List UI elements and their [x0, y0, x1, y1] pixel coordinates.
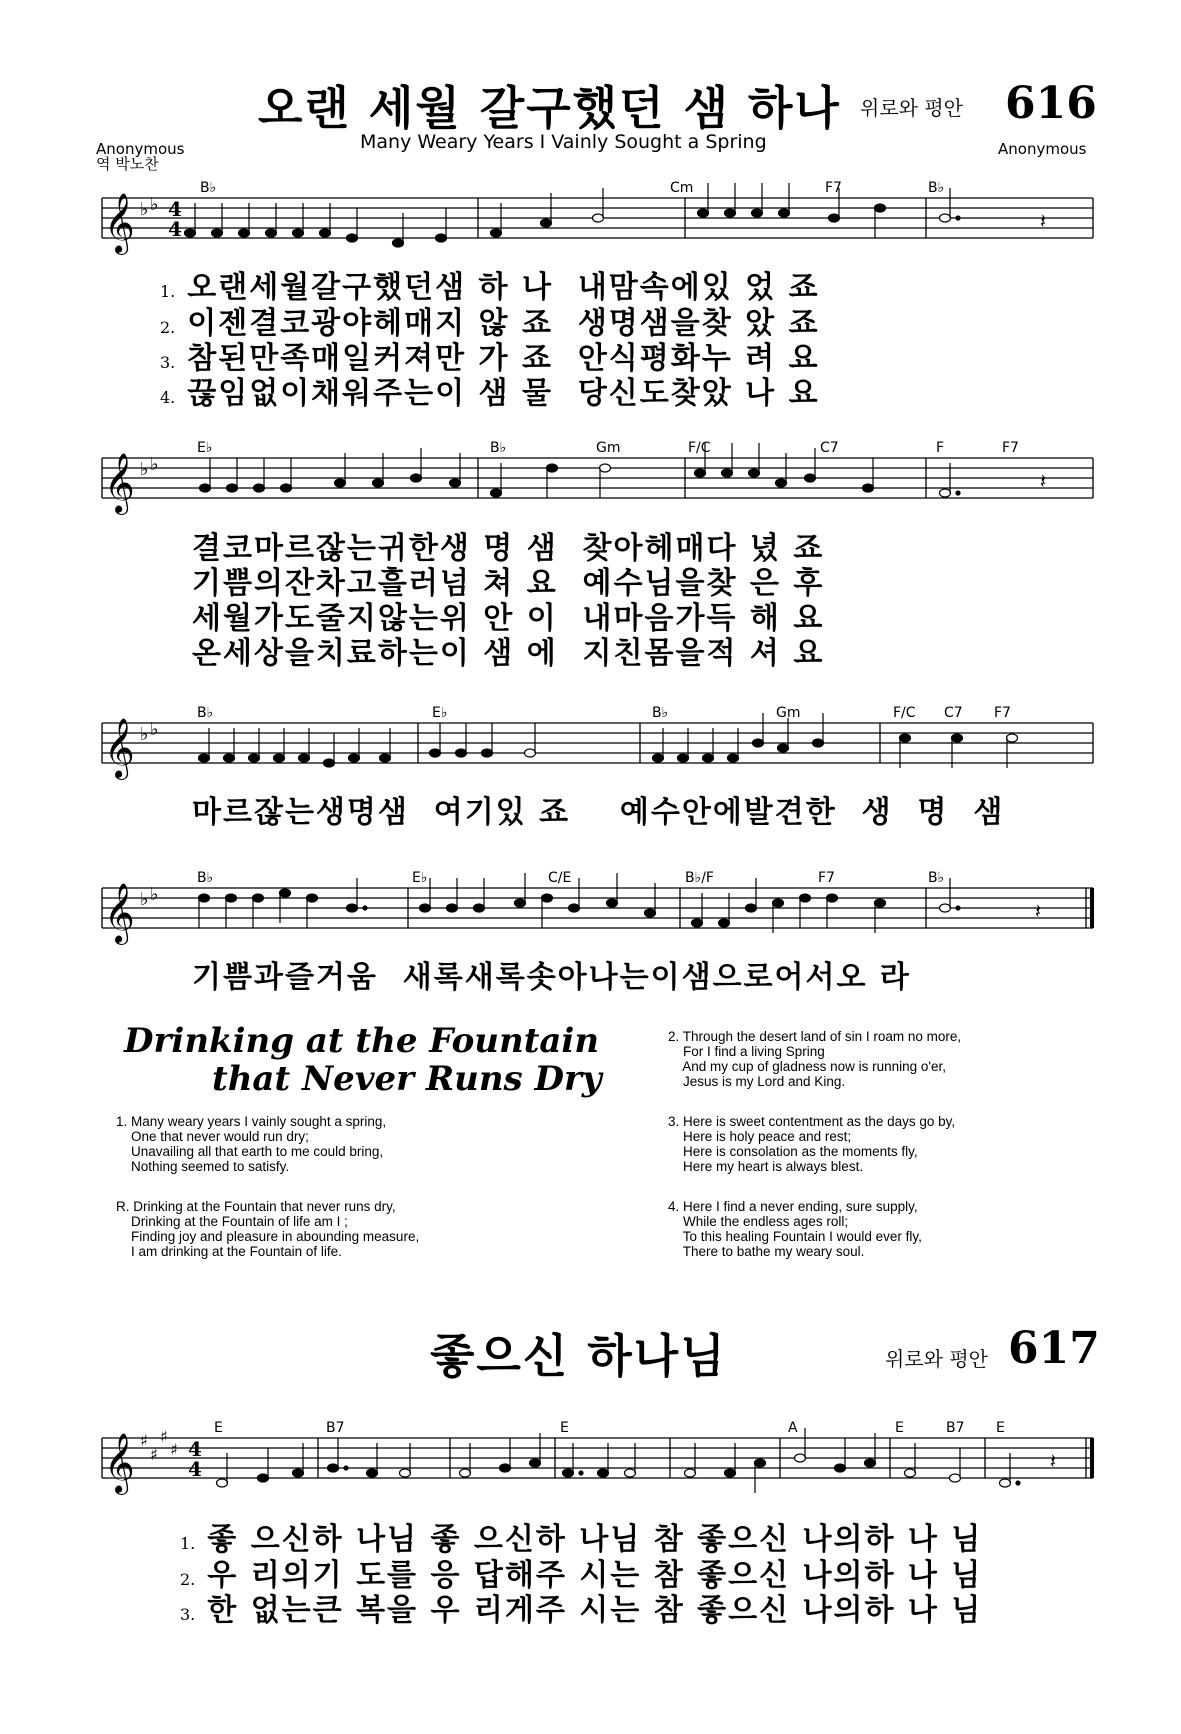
svg-text:♯: ♯ [170, 1440, 178, 1459]
note [746, 878, 757, 912]
note [800, 894, 811, 928]
english-verse-2: 2. Through the desert land of sin I roam no more, For I find a living Spring And my cup of gladness now is running o'er, Jesus is my Lord and King. [668, 1029, 962, 1089]
lyric-line: 세월가도줄지않는위 안 이 내마음가득 해 요 [192, 601, 825, 636]
chord-symbol: B♭ [197, 870, 214, 886]
chord-symbol: B♭ [652, 705, 669, 721]
lyricist-credit: Anonymous [96, 140, 185, 158]
hymn-616-number: 616 [1005, 78, 1097, 129]
note [593, 188, 604, 222]
svg-text:𝄞: 𝄞 [104, 453, 135, 513]
hymn-617-title: 좋으신 하나님 [430, 1329, 727, 1383]
note [698, 183, 709, 217]
note [875, 204, 886, 238]
chord-symbol: E [895, 1420, 904, 1436]
svg-text:𝄽: 𝄽 [1035, 899, 1042, 923]
chord-symbol: B♭ [928, 180, 945, 196]
note [456, 723, 467, 757]
chord-symbol: F/C [893, 705, 916, 721]
chord-symbol: Gm [596, 440, 621, 456]
note [411, 448, 422, 482]
lyric-line: 1. 좋 으신하 나님 좋 으신하 나님 참 좋으신 나의하 나 님 [180, 1522, 983, 1557]
lyric-line: 결코마르잖는귀한생 명 샘 찾아헤매다 녔 죠 [192, 531, 825, 566]
svg-text:♭: ♭ [140, 459, 149, 480]
key-signature: ♭ [140, 199, 149, 220]
note [827, 894, 838, 928]
chord-symbol: F7 [994, 705, 1011, 721]
chord-symbol: B♭ [200, 180, 217, 196]
svg-text:♭: ♭ [150, 719, 159, 740]
chord-symbol: Cm [670, 180, 694, 196]
lyric-line: 1. 오랜세월갈구했던샘 하 나 내맘속에있 었 죠 [160, 270, 820, 305]
chord-symbol: C7 [944, 705, 963, 721]
chord-symbol: F/C [688, 440, 711, 456]
note [347, 208, 358, 242]
svg-text:4: 4 [168, 217, 182, 241]
note [324, 733, 335, 767]
chord-symbol: B♭ [928, 870, 945, 886]
chord-symbol: F7 [818, 870, 835, 886]
note [863, 458, 874, 492]
svg-text:♭: ♭ [150, 194, 159, 215]
svg-text:𝄞: 𝄞 [104, 718, 135, 778]
note [430, 723, 441, 757]
svg-text:♭: ♭ [150, 454, 159, 475]
chord-symbol: A [788, 1420, 798, 1436]
note [813, 713, 824, 747]
note [749, 443, 760, 477]
lyric-line: 3. 한 없는큰 복을 우 리게주 시는 참 좋으신 나의하 나 님 [180, 1593, 983, 1628]
note [307, 894, 318, 928]
english-verse-1: 1. Many weary years I vainly sought a spring, One that never would run dry; Unavailing all that earth to me could bring, Nothing seemed to satisfy. [116, 1114, 387, 1174]
rest: 𝄽 [1040, 209, 1047, 233]
note [607, 873, 618, 907]
note [436, 208, 447, 242]
note [328, 1438, 349, 1472]
hymn-616-title: 오랜 세월 갈구했던 샘 하나 [258, 81, 841, 135]
chord-symbol: C7 [820, 440, 839, 456]
translator-credit: 역 박노찬 [96, 155, 159, 173]
english-verse-3: 3. Here is sweet contentment as the days go by, Here is holy peace and rest; Here is consolation as the moments fly, Here my heart is always blest. [668, 1114, 956, 1174]
note [950, 1448, 961, 1482]
chord-symbol: E♭ [412, 870, 428, 886]
lyric-line: 기쁨과즐거움 새록새록솟아나는이샘으로어서오 라 [192, 960, 911, 995]
chord-symbol: B♭ [490, 440, 507, 456]
chord-symbol: B♭/F [685, 870, 714, 886]
treble-clef: 𝄞 [104, 193, 135, 253]
note [515, 873, 526, 907]
note [253, 894, 264, 928]
svg-text:𝄞: 𝄞 [104, 883, 135, 943]
note [227, 458, 238, 492]
english-song-title: Drinking at the Fountain [124, 1021, 600, 1061]
composer-credit: Anonymous [998, 140, 1087, 158]
hymn-616-english-title: Many Weary Years I Vainly Sought a Spring [360, 131, 767, 153]
note [805, 448, 816, 482]
chord-symbol: F7 [1002, 440, 1019, 456]
svg-text:𝄽: 𝄽 [1040, 469, 1047, 493]
note [835, 1438, 846, 1472]
svg-text:𝄞: 𝄞 [104, 1433, 135, 1493]
chord-symbol: B7 [946, 1420, 965, 1436]
chord-symbol: F [936, 440, 945, 456]
staff-system-1 [0, 180, 1181, 270]
note [200, 458, 211, 492]
chord-symbol: Gm [776, 705, 801, 721]
note [258, 1448, 269, 1482]
chord-symbol: B♭ [197, 705, 214, 721]
note [199, 894, 210, 928]
english-verse-4: 4. Here I find a never ending, sure supply, While the endless ages roll; To this healing Fountain I would ever fly, There to bathe my weary soul. [668, 1199, 922, 1259]
note [722, 443, 733, 477]
lyric-line: 4. 끊임없이채워주는이 샘 물 당신도찾았 나 요 [160, 376, 820, 411]
note [500, 1438, 511, 1472]
note [525, 723, 536, 757]
note [755, 1459, 766, 1493]
hymn-617-category: 위로와 평안 [885, 1347, 988, 1371]
english-song-title: that Never Runs Dry [212, 1059, 602, 1099]
lyric-line: 2. 우 리의기 도를 응 답해주 시는 참 좋으신 나의하 나 님 [180, 1558, 983, 1593]
note [600, 464, 611, 498]
lyric-line: 마르잖는생명샘 여기있 죠 예수안에발견한 생 명 샘 [192, 795, 1005, 830]
key-signature: ♯ [140, 1431, 148, 1450]
svg-text:4: 4 [188, 1437, 202, 1461]
time-signature: 4 [168, 197, 182, 221]
hymn-616-category: 위로와 평안 [860, 96, 963, 120]
note [542, 894, 553, 928]
note [725, 183, 736, 217]
english-refrain: R. Drinking at the Fountain that never runs dry, Drinking at the Fountain of life am I ; Finding joy and pleasure in abounding measure, I am drinking at the Fountain of life. [116, 1199, 420, 1259]
staff-system-4 [0, 870, 1181, 960]
note [753, 713, 764, 747]
chord-symbol: E [214, 1420, 223, 1436]
hymn-617-number: 617 [1008, 1323, 1100, 1374]
lyric-line: 2. 이젠결코광야헤매지 않 죠 생명샘을찾 았 죠 [160, 306, 820, 341]
lyric-line: 3. 참된만족매일커져만 가 죠 안식평화누 려 요 [160, 341, 820, 376]
svg-text:♭: ♭ [150, 884, 159, 905]
chord-symbol: E [996, 1420, 1005, 1436]
note [254, 458, 265, 492]
chord-symbol: B7 [326, 1420, 345, 1436]
note [547, 464, 558, 498]
chord-symbol: E♭ [432, 705, 448, 721]
note [752, 183, 763, 217]
note [447, 878, 458, 912]
lyric-line: 온세상을치료하는이 샘 에 지친몸을적 셔 요 [192, 636, 825, 671]
lyric-line: 기쁨의잔차고흘러넘 쳐 요 예수님을찾 은 후 [192, 566, 825, 601]
note [226, 894, 237, 928]
svg-text:♯: ♯ [150, 1445, 158, 1464]
note [347, 878, 368, 912]
svg-text:♭: ♭ [140, 724, 149, 745]
svg-text:♯: ♯ [160, 1427, 168, 1446]
svg-text:𝄽: 𝄽 [1050, 1449, 1057, 1473]
note [474, 878, 485, 912]
chord-symbol: E♭ [197, 440, 213, 456]
note [779, 183, 790, 217]
svg-text:4: 4 [188, 1457, 202, 1481]
chord-symbol: C/E [548, 870, 572, 886]
chord-symbol: E [560, 1420, 569, 1436]
note [482, 723, 493, 757]
note [281, 458, 292, 492]
chord-symbol: F7 [825, 180, 842, 196]
svg-text:♭: ♭ [140, 889, 149, 910]
